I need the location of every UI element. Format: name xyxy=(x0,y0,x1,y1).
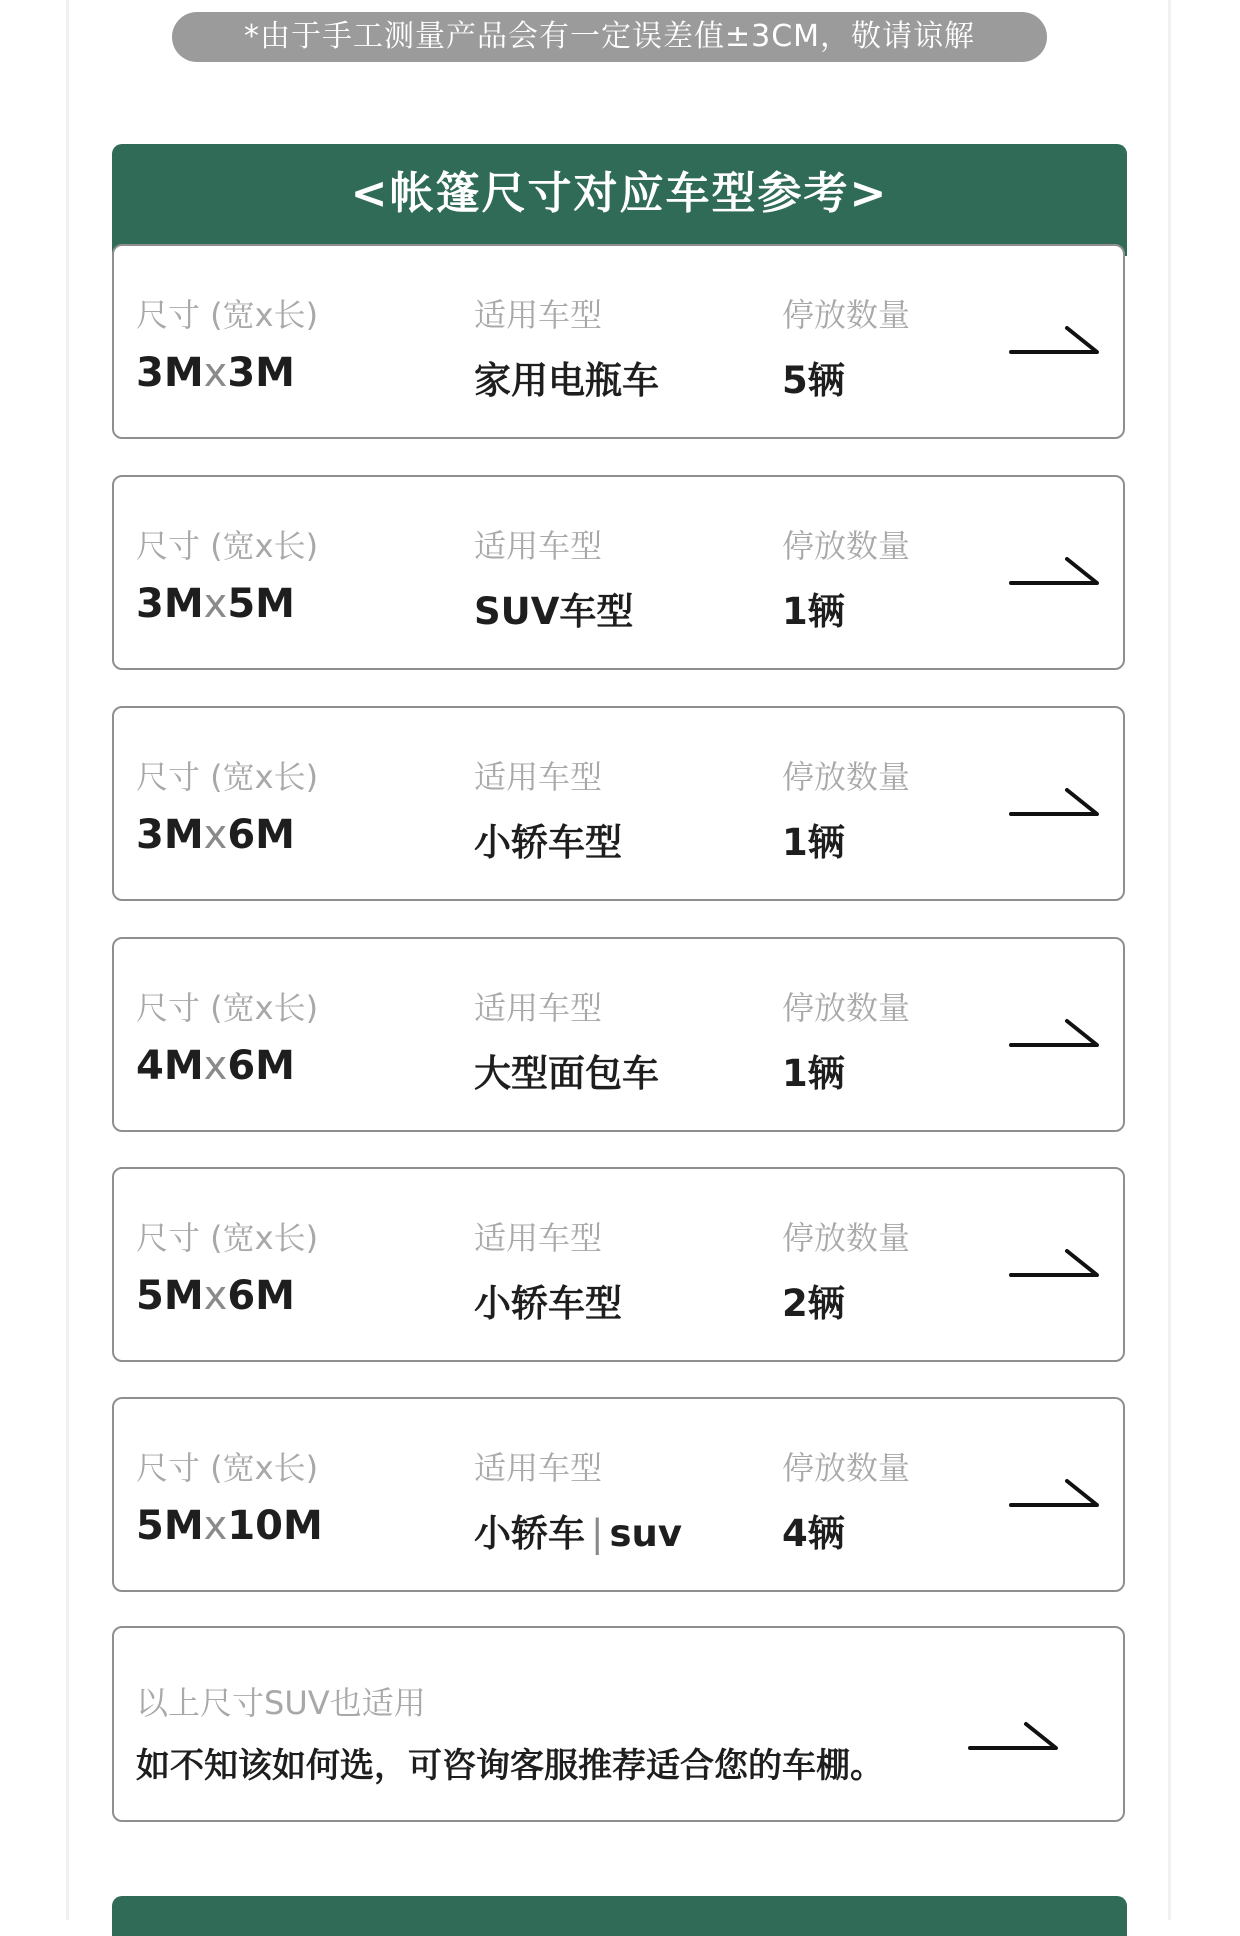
right-arrow-icon xyxy=(1009,1015,1101,1051)
size-width: 5M xyxy=(136,1503,204,1549)
size-card xyxy=(112,706,1125,901)
size-card xyxy=(112,475,1125,670)
size-value xyxy=(136,350,295,396)
model-value xyxy=(474,1503,682,1557)
size-value xyxy=(136,812,295,858)
size-times: x xyxy=(203,1043,228,1089)
count-value: 1辆 xyxy=(782,821,845,864)
size-reference-panel xyxy=(112,144,1127,256)
size-times: x xyxy=(203,1273,228,1319)
count-label: 停放数量 xyxy=(782,1449,911,1487)
note-line-1: 以上尺寸SUV也适用 xyxy=(136,1684,426,1722)
size-label: 尺寸 (宽x长) xyxy=(136,296,319,334)
right-arrow-icon xyxy=(1009,1475,1101,1511)
size-value xyxy=(136,1273,295,1319)
size-length: 6M xyxy=(227,812,295,858)
model-value xyxy=(474,1043,659,1097)
size-width: 3M xyxy=(136,350,204,396)
right-arrow-icon xyxy=(1009,322,1101,358)
count-value: 4辆 xyxy=(782,1512,845,1555)
measurement-notice: *由于手工测量产品会有一定误差值±3CM，敬请谅解 xyxy=(172,12,1047,62)
count-label: 停放数量 xyxy=(782,1219,911,1257)
size-length: 10M xyxy=(227,1503,323,1549)
size-width: 5M xyxy=(136,1273,204,1319)
size-times: x xyxy=(203,350,228,396)
size-width: 3M xyxy=(136,581,204,627)
page-left-edge xyxy=(66,0,69,1920)
model-label: 适用车型 xyxy=(474,989,603,1027)
model-label: 适用车型 xyxy=(474,1449,603,1487)
model-label: 适用车型 xyxy=(474,758,603,796)
model-label: 适用车型 xyxy=(474,527,603,565)
size-card xyxy=(112,937,1125,1132)
page-right-edge xyxy=(1168,0,1171,1920)
right-arrow-icon xyxy=(1009,784,1101,820)
size-length: 6M xyxy=(227,1273,295,1319)
size-value xyxy=(136,1043,295,1089)
size-width: 3M xyxy=(136,812,204,858)
count-value: 2辆 xyxy=(782,1282,845,1325)
size-times: x xyxy=(203,812,228,858)
model-name: 小轿车型 xyxy=(474,1282,622,1325)
size-label: 尺寸 (宽x长) xyxy=(136,527,319,565)
size-label: 尺寸 (宽x长) xyxy=(136,1449,319,1487)
size-width: 4M xyxy=(136,1043,204,1089)
model-value xyxy=(474,581,633,635)
model-value xyxy=(474,1273,622,1327)
model-name: 大型面包车 xyxy=(474,1052,659,1095)
count-label: 停放数量 xyxy=(782,989,911,1027)
model-name: 小轿车型 xyxy=(474,821,622,864)
size-card xyxy=(112,1167,1125,1362)
count-label: 停放数量 xyxy=(782,296,911,334)
next-panel-header xyxy=(112,1896,1127,1936)
size-value xyxy=(136,1503,323,1549)
model-label: 适用车型 xyxy=(474,1219,603,1257)
model-separator: | xyxy=(591,1512,604,1555)
count-label: 停放数量 xyxy=(782,527,911,565)
panel-title: <帐篷尺寸对应车型参考> xyxy=(350,168,889,219)
count-label: 停放数量 xyxy=(782,758,911,796)
size-times: x xyxy=(203,581,228,627)
model-name: SUV车型 xyxy=(474,590,634,633)
model-extra: suv xyxy=(609,1512,682,1555)
model-value xyxy=(474,812,622,866)
size-label: 尺寸 (宽x长) xyxy=(136,989,319,1027)
model-value xyxy=(474,350,659,404)
size-length: 3M xyxy=(227,350,295,396)
size-label: 尺寸 (宽x长) xyxy=(136,1219,319,1257)
size-length: 5M xyxy=(227,581,295,627)
note-line-2: 如不知该如何选，可咨询客服推荐适合您的车棚。 xyxy=(136,1746,884,1786)
count-value: 1辆 xyxy=(782,590,845,633)
right-arrow-icon xyxy=(1009,1245,1101,1281)
right-arrow-icon xyxy=(968,1718,1060,1754)
size-card xyxy=(112,1397,1125,1592)
note-card xyxy=(112,1626,1125,1822)
count-value: 1辆 xyxy=(782,1052,845,1095)
size-card xyxy=(112,244,1125,439)
size-label: 尺寸 (宽x长) xyxy=(136,758,319,796)
model-name: 家用电瓶车 xyxy=(474,359,659,402)
right-arrow-icon xyxy=(1009,553,1101,589)
count-value: 5辆 xyxy=(782,359,845,402)
size-times: x xyxy=(203,1503,228,1549)
size-length: 6M xyxy=(227,1043,295,1089)
model-name: 小轿车 xyxy=(474,1512,585,1555)
size-value xyxy=(136,581,295,627)
model-label: 适用车型 xyxy=(474,296,603,334)
